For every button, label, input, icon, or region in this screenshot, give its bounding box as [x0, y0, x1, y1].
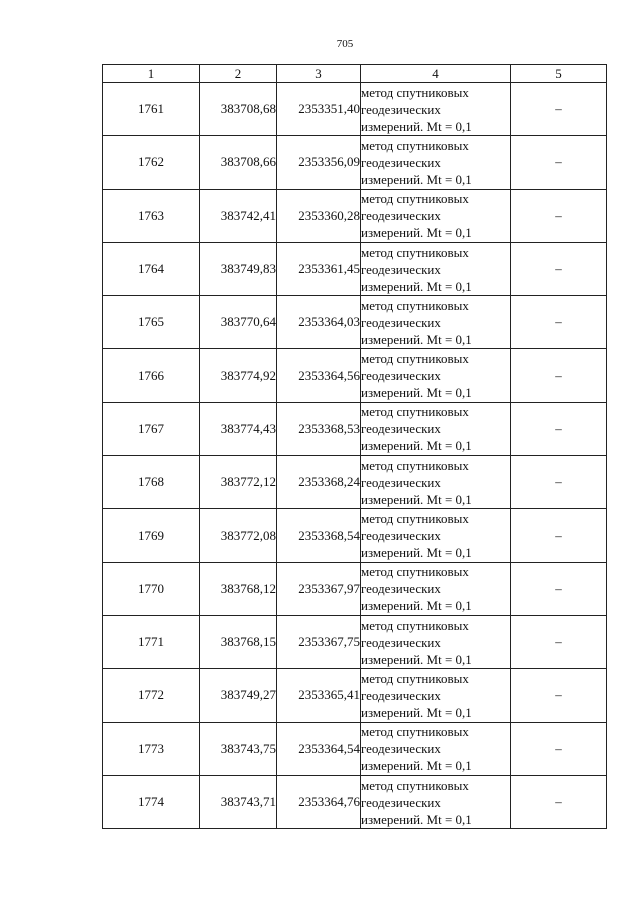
table-row	[103, 669, 607, 722]
header-col-2: 2	[200, 65, 277, 83]
note-cell: –	[511, 456, 607, 509]
y-coordinate-cell: 2353364,54	[277, 722, 361, 775]
x-coordinate-cell: 383749,83	[200, 242, 277, 295]
table-row	[103, 402, 607, 455]
page-number: 705	[336, 38, 354, 50]
table-row	[103, 349, 607, 402]
table-row	[103, 83, 607, 136]
x-coordinate-cell: 383743,71	[200, 775, 277, 828]
note-cell: –	[511, 562, 607, 615]
table-row	[103, 136, 607, 189]
x-coordinate-cell: 383774,43	[200, 402, 277, 455]
y-coordinate-cell: 2353368,24	[277, 456, 361, 509]
method-cell: метод спутниковых геодезических измерений. Mt = 0,1	[361, 456, 511, 509]
point-number-cell: 1771	[103, 615, 200, 668]
note-cell: –	[511, 136, 607, 189]
x-coordinate-cell: 383768,12	[200, 562, 277, 615]
note-cell: –	[511, 615, 607, 668]
note-cell: –	[511, 669, 607, 722]
x-coordinate-cell: 383708,68	[200, 83, 277, 136]
point-number-cell: 1772	[103, 669, 200, 722]
point-number-cell: 1774	[103, 775, 200, 828]
y-coordinate-cell: 2353365,41	[277, 669, 361, 722]
y-coordinate-cell: 2353368,53	[277, 402, 361, 455]
table-row	[103, 509, 607, 562]
note-cell: –	[511, 722, 607, 775]
x-coordinate-cell: 383768,15	[200, 615, 277, 668]
point-number-cell: 1773	[103, 722, 200, 775]
method-cell: метод спутниковых геодезических измерений. Mt = 0,1	[361, 296, 511, 349]
note-cell: –	[511, 296, 607, 349]
method-cell: метод спутниковых геодезических измерений. Mt = 0,1	[361, 242, 511, 295]
x-coordinate-cell: 383772,12	[200, 456, 277, 509]
method-cell: метод спутниковых геодезических измерений. Mt = 0,1	[361, 349, 511, 402]
note-cell: –	[511, 349, 607, 402]
note-cell: –	[511, 189, 607, 242]
y-coordinate-cell: 2353361,45	[277, 242, 361, 295]
method-cell: метод спутниковых геодезических измерений. Mt = 0,1	[361, 722, 511, 775]
x-coordinate-cell: 383772,08	[200, 509, 277, 562]
point-number-cell: 1764	[103, 242, 200, 295]
table-body	[103, 83, 607, 829]
header-col-4: 4	[361, 65, 511, 83]
coordinates-table	[102, 64, 607, 829]
point-number-cell: 1767	[103, 402, 200, 455]
point-number-cell: 1762	[103, 136, 200, 189]
point-number-cell: 1769	[103, 509, 200, 562]
point-number-cell: 1763	[103, 189, 200, 242]
y-coordinate-cell: 2353360,28	[277, 189, 361, 242]
y-coordinate-cell: 2353364,56	[277, 349, 361, 402]
method-cell: метод спутниковых геодезических измерений. Mt = 0,1	[361, 775, 511, 828]
table-row	[103, 775, 607, 828]
table-row	[103, 456, 607, 509]
header-row	[103, 65, 607, 83]
note-cell: –	[511, 83, 607, 136]
table-row	[103, 296, 607, 349]
table-header	[103, 65, 607, 83]
y-coordinate-cell: 2353356,09	[277, 136, 361, 189]
note-cell: –	[511, 509, 607, 562]
table-row	[103, 562, 607, 615]
method-cell: метод спутниковых геодезических измерений. Mt = 0,1	[361, 136, 511, 189]
table-row	[103, 189, 607, 242]
table-row	[103, 242, 607, 295]
y-coordinate-cell: 2353368,54	[277, 509, 361, 562]
header-col-1: 1	[103, 65, 200, 83]
x-coordinate-cell: 383749,27	[200, 669, 277, 722]
y-coordinate-cell: 2353364,03	[277, 296, 361, 349]
y-coordinate-cell: 2353364,76	[277, 775, 361, 828]
table-row	[103, 615, 607, 668]
method-cell: метод спутниковых геодезических измерений. Mt = 0,1	[361, 83, 511, 136]
point-number-cell: 1765	[103, 296, 200, 349]
method-cell: метод спутниковых геодезических измерений. Mt = 0,1	[361, 402, 511, 455]
x-coordinate-cell: 383743,75	[200, 722, 277, 775]
point-number-cell: 1761	[103, 83, 200, 136]
x-coordinate-cell: 383742,41	[200, 189, 277, 242]
method-cell: метод спутниковых геодезических измерений. Mt = 0,1	[361, 562, 511, 615]
method-cell: метод спутниковых геодезических измерений. Mt = 0,1	[361, 669, 511, 722]
point-number-cell: 1766	[103, 349, 200, 402]
point-number-cell: 1768	[103, 456, 200, 509]
method-cell: метод спутниковых геодезических измерений. Mt = 0,1	[361, 615, 511, 668]
x-coordinate-cell: 383708,66	[200, 136, 277, 189]
y-coordinate-cell: 2353367,75	[277, 615, 361, 668]
method-cell: метод спутниковых геодезических измерений. Mt = 0,1	[361, 509, 511, 562]
x-coordinate-cell: 383774,92	[200, 349, 277, 402]
table-row	[103, 722, 607, 775]
note-cell: –	[511, 402, 607, 455]
method-cell: метод спутниковых геодезических измерений. Mt = 0,1	[361, 189, 511, 242]
header-col-3: 3	[277, 65, 361, 83]
x-coordinate-cell: 383770,64	[200, 296, 277, 349]
y-coordinate-cell: 2353351,40	[277, 83, 361, 136]
header-col-5: 5	[511, 65, 607, 83]
note-cell: –	[511, 242, 607, 295]
y-coordinate-cell: 2353367,97	[277, 562, 361, 615]
point-number-cell: 1770	[103, 562, 200, 615]
note-cell: –	[511, 775, 607, 828]
